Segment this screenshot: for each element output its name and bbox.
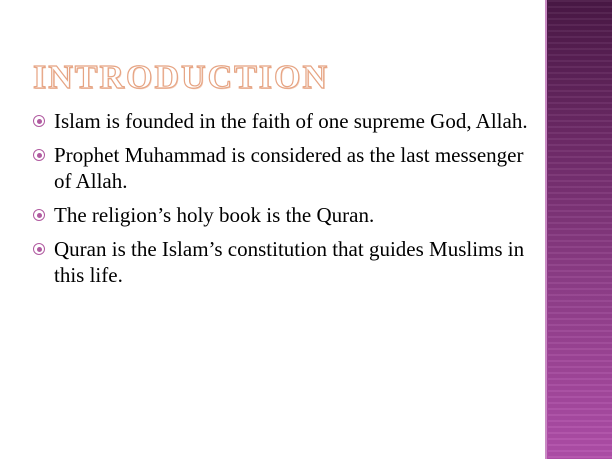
circled-dot-bullet-icon bbox=[33, 115, 45, 127]
bullet-item bbox=[33, 202, 533, 228]
bullet-text: Quran is the Islam’s constitution that guides Muslims in this life. bbox=[54, 237, 525, 287]
bullet-list bbox=[33, 108, 533, 296]
bullet-item bbox=[33, 236, 533, 288]
bullet-text: Islam is founded in the faith of one supreme God, Allah. bbox=[54, 109, 528, 133]
circled-dot-bullet-icon bbox=[33, 243, 45, 255]
slide-title: INTRODUCTION bbox=[33, 59, 330, 96]
circled-dot-bullet-icon bbox=[33, 149, 45, 161]
bullet-item bbox=[33, 142, 533, 194]
circled-dot-bullet-icon bbox=[33, 209, 45, 221]
bullet-text: Prophet Muhammad is considered as the last messenger of Allah. bbox=[54, 143, 524, 193]
decorative-side-rule bbox=[545, 0, 547, 459]
bullet-item bbox=[33, 108, 533, 134]
bullet-text: The religion’s holy book is the Quran. bbox=[54, 203, 375, 227]
decorative-side-texture bbox=[548, 0, 612, 459]
